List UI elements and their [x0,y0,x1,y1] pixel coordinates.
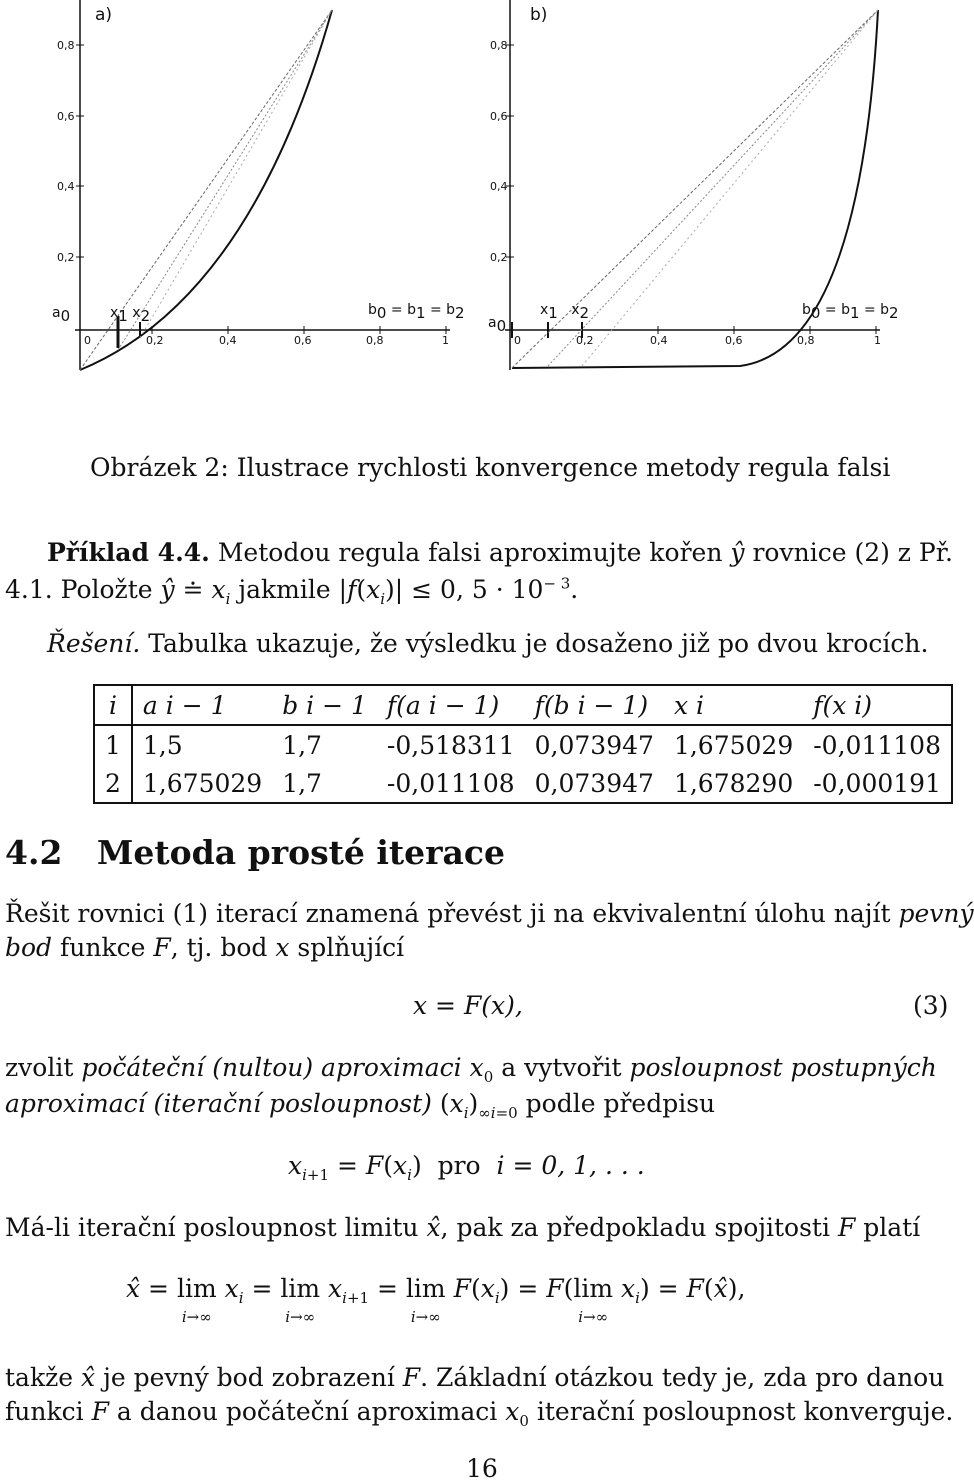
a-ytick-08: 0,8 [57,39,75,52]
figure-panel-a [40,0,480,380]
b-ytick-04: 0,4 [490,180,508,193]
b-ytick-08: 0,8 [490,39,508,52]
table-row [94,725,952,764]
b-xtick-1: 1 [874,334,881,347]
table-cell: 1,675029 [142,768,263,798]
table-cell: -0,011108 [813,730,941,760]
a-xtick-08: 0,8 [366,334,384,347]
a-xtick-0: 0 [84,334,91,347]
a-label-x1x2: $x_1$ $x_2$ [110,305,151,325]
table-header: a i − 1 [132,685,272,725]
b-xtick-02: 0,2 [576,334,594,347]
example-line-1: Příklad 4.4. Metodou regula falsi aproximujte kořen ŷ rovnice (2) z Př. [47,538,953,567]
table-cell: 1,678290 [673,768,794,798]
iteration-equation: $x_{i+1} = F(x_i)$ pro i = 0, 1, . . . [288,1151,645,1184]
b-xtick-04: 0,4 [650,334,668,347]
a-xtick-04: 0,4 [219,334,237,347]
b-xtick-06: 0,6 [725,334,743,347]
figure-panel-b [470,0,910,380]
b-label-a0: $a_0$ [488,315,507,335]
table-cell: -0,000191 [813,768,941,798]
example-title: Příklad 4.4. [47,538,210,567]
body-line-1: Řešit rovnici (1) iterací znamená převést ji na ekvivalentní úlohu najít pevný [5,899,974,928]
section-heading: 4.2 Metoda prosté iterace [5,833,506,872]
table-header: f(a i − 1) [377,685,525,725]
a-label-b: $b_0 = b_1 = b_2$ [368,302,465,322]
table-header: i [94,685,132,725]
panel-a-label: a) [95,5,113,25]
body-line-7: funkci F a danou počáteční aproximaci $x_0$ iterační posloupnost konverguje. [5,1397,954,1430]
limit-equation: x̂ = lim i→∞ $x_i = \lim$ i→∞ $x_{i+1} = \lim$ i→∞ $F(x_i) = F(\lim$ i→∞ $x_i$) = F(x̂), [126,1274,746,1326]
table-header: x i [664,685,803,725]
example-line-2: 4.1. Položte ŷ ≐ $x_i$ jakmile $|f(x_i)| \le 0$, $5 \cdot 10^{- 3}$. [5,574,579,608]
results-table [93,684,953,804]
b-ytick-06: 0,6 [490,110,508,123]
table-row [94,764,952,803]
table-header: f(x i) [803,685,952,725]
solution-text: Tabulka ukazuje, že výsledku je dosaženo již po dvou krocích. [148,629,929,658]
table-cell: 1,7 [282,730,322,760]
table-cell: 1,675029 [673,730,794,760]
table-cell: -0,011108 [386,768,515,798]
table-cell: 0,073947 [534,768,654,798]
table-header: f(b i − 1) [525,685,664,725]
table-header: b i − 1 [272,685,377,725]
table-cell: 1 [94,725,132,764]
equation-3: x = F(x), [413,991,523,1020]
a-xtick-06: 0,6 [294,334,312,347]
b-xtick-08: 0,8 [797,334,815,347]
equation-3-number: (3) [913,991,949,1020]
b-ytick-02: 0,2 [490,251,508,264]
table-cell: -0,518311 [386,730,515,760]
table-cell: 2 [94,764,132,803]
a-xtick-1: 1 [442,334,449,347]
solution-label: Řešení. [47,629,141,658]
table-cell: 1,7 [282,768,322,798]
table-cell: 0,073947 [534,730,654,760]
panel-b-label: b) [530,5,548,25]
a-xtick-02: 0,2 [146,334,164,347]
b-label-b: $b_0 = b_1 = b_2$ [802,302,899,322]
figure-caption: Obrázek 2: Ilustrace rychlosti konvergence metody regula falsi [90,453,891,482]
a-label-a0: $a_0$ [52,305,71,325]
b-label-x1x2: $x_1$ $x_2$ [540,302,590,322]
page-number: 16 [466,1454,498,1483]
body-line-3: zvolit počáteční (nultou) aproximaci $x_0$ a vytvořit posloupnost postupných [5,1053,937,1086]
a-ytick-04: 0,4 [57,180,75,193]
table-header-row [94,685,952,725]
b-xtick-0: 0 [514,334,521,347]
a-ytick-02: 0,2 [57,251,75,264]
body-line-5: Má-li iterační posloupnost limitu x̂, pak za předpokladu spojitosti F platí [5,1213,921,1242]
a-ytick-06: 0,6 [57,110,75,123]
solution-line [47,631,928,656]
body-line-6: takže x̂ je pevný bod zobrazení F. Základní otázkou tedy je, zda pro danou [5,1363,945,1392]
body-line-4: aproximací (iterační posloupnost) $(x_i)_{\infty i=0}$ podle předpisu [5,1089,716,1122]
table-cell: 1,5 [142,730,183,760]
body-line-2: bod funkce F, tj. bod x splňující [5,933,405,962]
